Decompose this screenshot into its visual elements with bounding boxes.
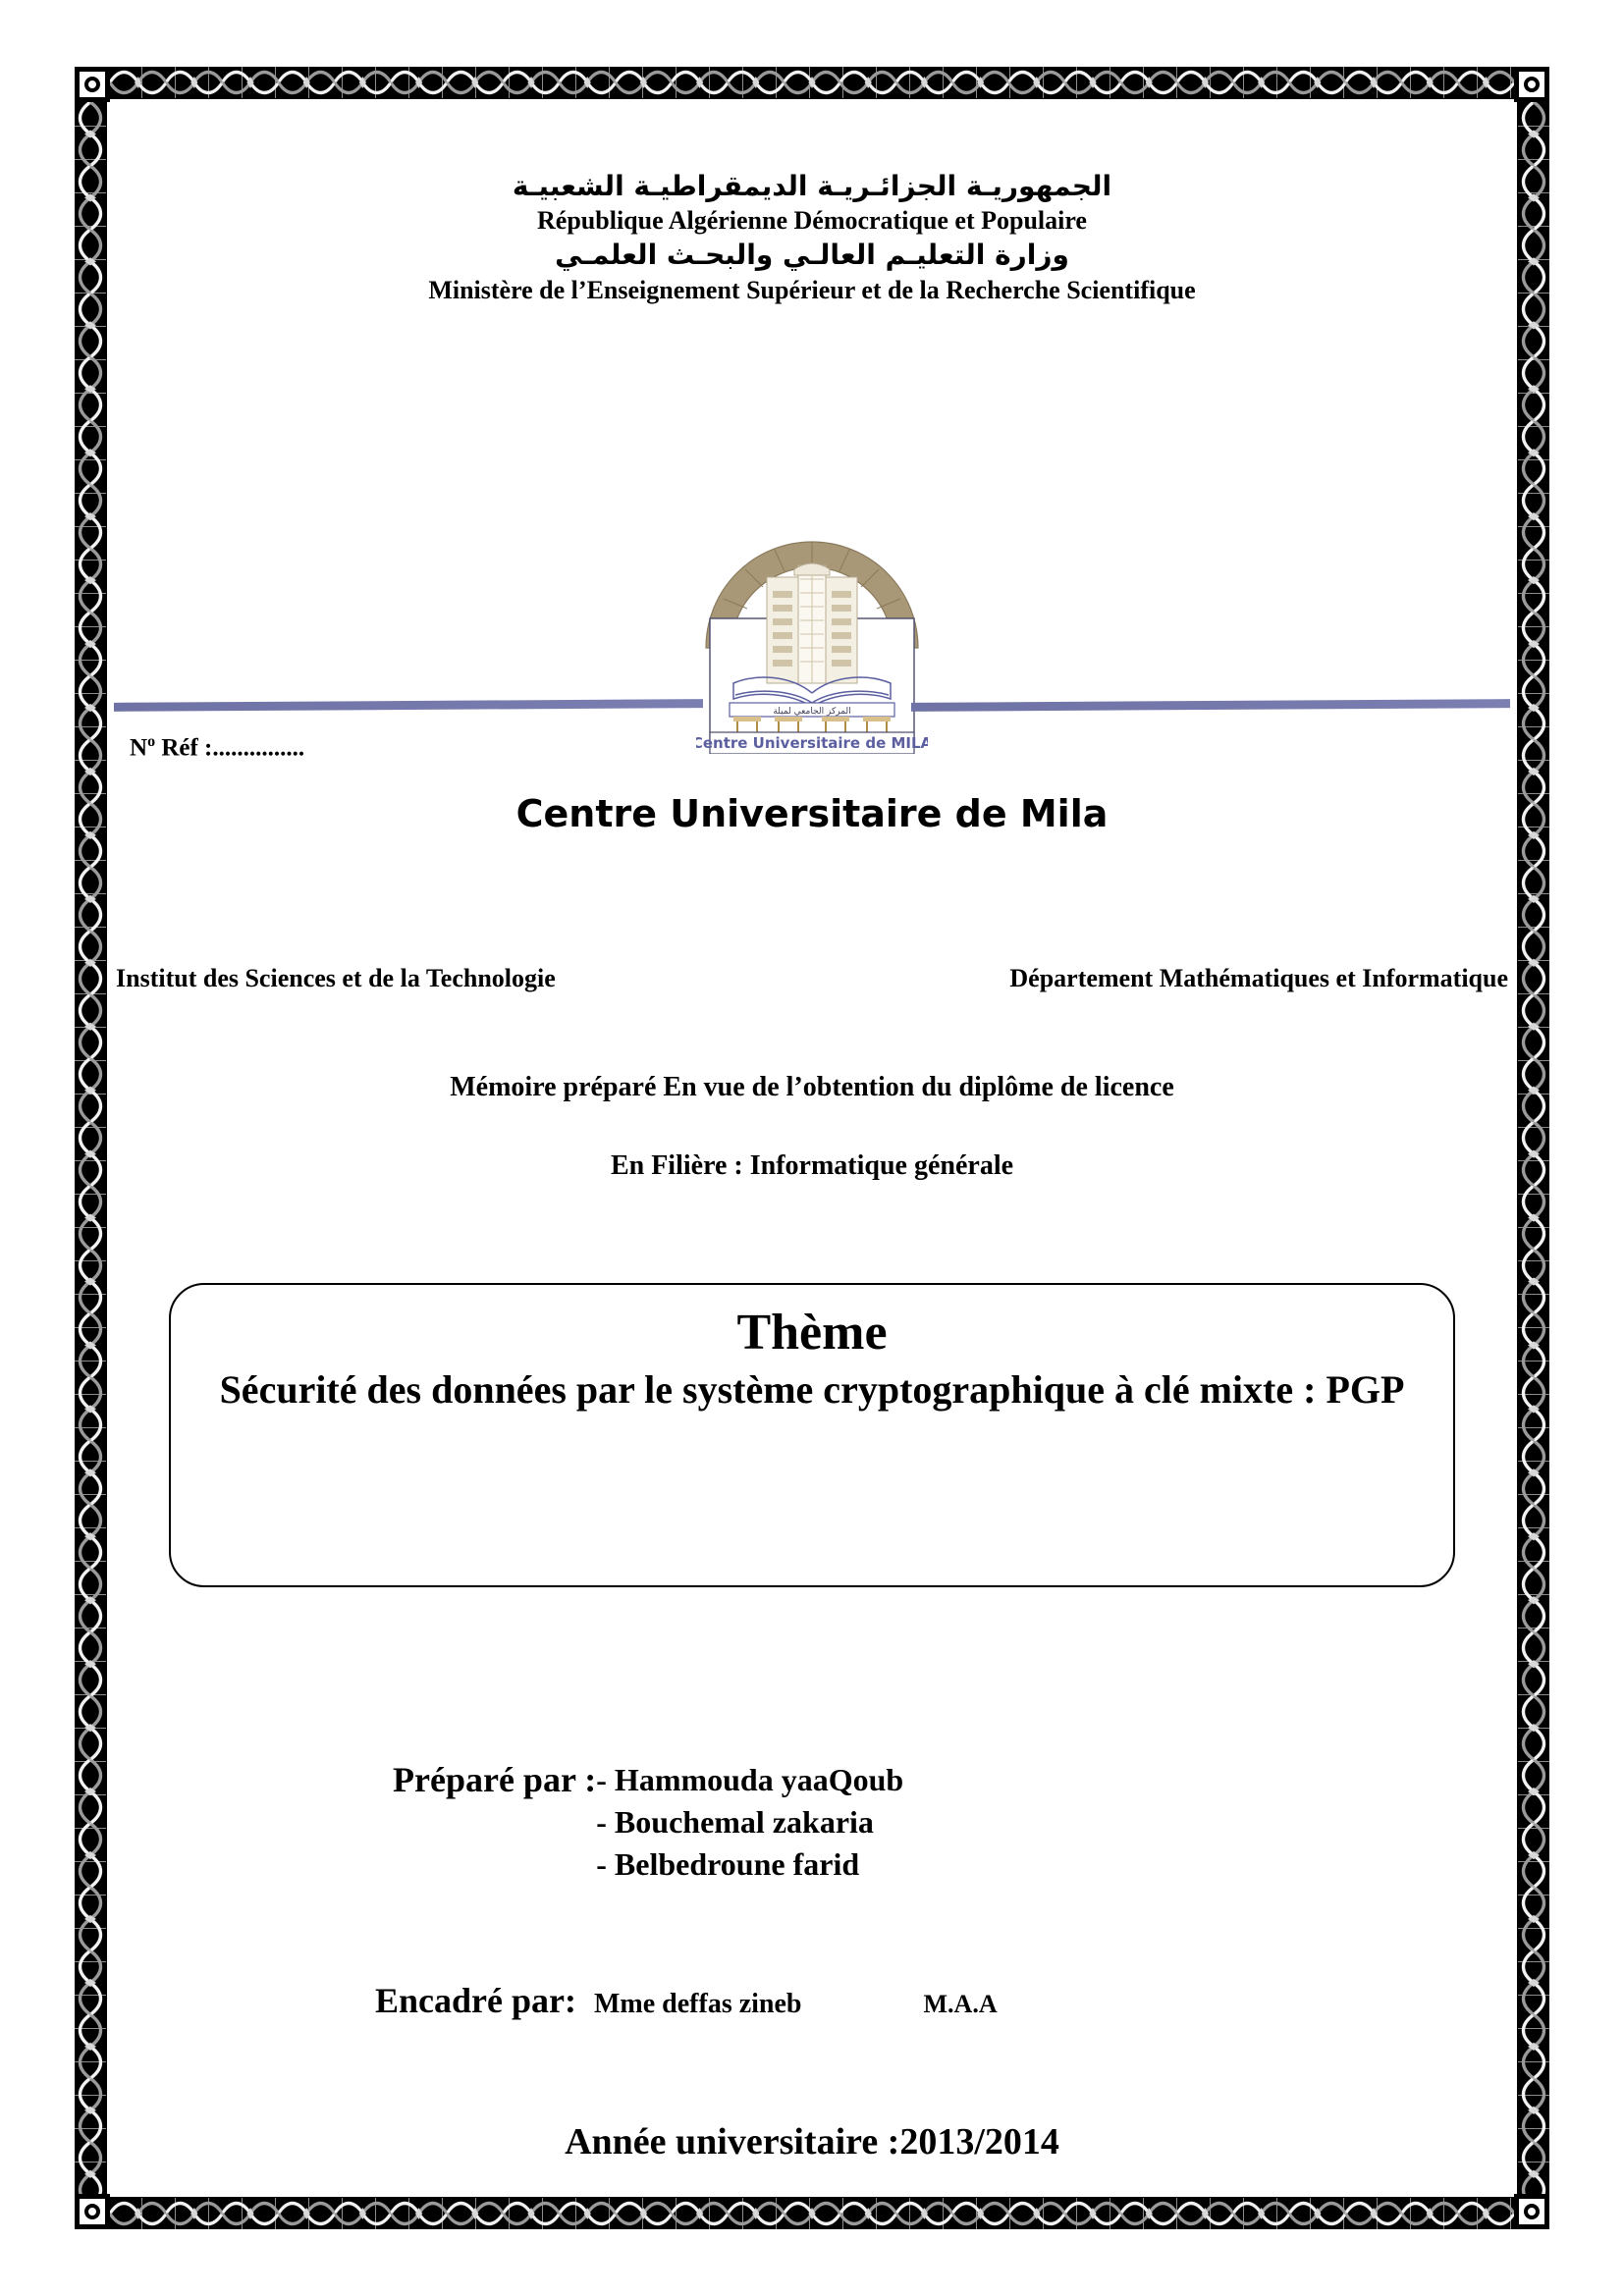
page-content: [108, 100, 1516, 2196]
authors-label: Préparé par :: [393, 1760, 597, 1799]
ring-icon: [1524, 77, 1540, 92]
border-strip-top: [110, 67, 1514, 98]
divider-rule-right: [911, 699, 1510, 712]
braid-pattern-icon: [110, 67, 1514, 98]
page-title: Centre Universitaire de Mila: [515, 792, 1109, 835]
authors-section: [393, 1759, 903, 1887]
header-line-arabic-republic: الجمهوريـة الجزائـريـة الديمقراطيـة الشعبيـة: [512, 170, 1112, 202]
ring-icon: [84, 77, 100, 92]
theme-box: [169, 1283, 1455, 1587]
affiliation-row: [108, 964, 1516, 993]
corner-medallion-bottom-right: [1514, 2194, 1549, 2229]
logo-caption-text: Centre Universitaire de MILA: [696, 734, 928, 752]
authors-list: [596, 1759, 903, 1887]
institute-name: Institut des Sciences et de la Technologie: [116, 964, 556, 992]
author-name: - Belbedroune farid: [596, 1846, 860, 1883]
ring-box: [78, 70, 107, 99]
border-strip-bottom: [110, 2198, 1514, 2229]
braid-pattern-icon: [1518, 102, 1549, 2194]
theme-label: Thème: [736, 1305, 888, 1361]
ring-icon: [1524, 2204, 1540, 2219]
header-line-french-ministry: Ministère de l’Enseignement Supérieur et de la Recherche Scientifique: [428, 275, 1196, 304]
reference-value: Réf :...............: [155, 734, 305, 762]
ring-box: [1517, 70, 1546, 99]
border-strip-right: [1518, 102, 1549, 2194]
ring-box: [1517, 2197, 1546, 2226]
ring-box: [78, 2197, 107, 2226]
corner-medallion-top-left: [75, 67, 110, 102]
corner-medallion-top-right: [1514, 67, 1549, 102]
field-of-study: En Filière : Informatique générale: [610, 1150, 1014, 1181]
author-name: - Bouchemal zakaria: [596, 1804, 874, 1841]
header-line-french-republic: République Algérienne Démocratique et Populaire: [537, 206, 1087, 236]
supervisor-name: Mme deffas zineb: [593, 1989, 802, 2019]
reference-number: [130, 733, 304, 762]
ministry-header: [108, 100, 1516, 306]
theme-title: Sécurité des données par le système cryptographique à clé mixte : PGP: [219, 1367, 1405, 1412]
reference-superscript: o: [147, 733, 156, 750]
author-name: - Hammouda yaaQoub: [596, 1762, 904, 1797]
divider-rule-left: [114, 699, 703, 712]
braid-pattern-icon: [75, 102, 106, 2194]
department-name: Département Mathématiques et Informatique: [1009, 964, 1508, 992]
braid-pattern-icon: [110, 2198, 1514, 2229]
university-logo: [696, 501, 928, 754]
corner-medallion-bottom-left: [75, 2194, 110, 2229]
academic-year: Année universitaire :2013/2014: [565, 2121, 1059, 2163]
supervisor-grade: M.A.A: [923, 1990, 998, 2018]
logo-graphic-icon: [696, 501, 928, 754]
ring-icon: [84, 2204, 100, 2219]
border-strip-left: [75, 102, 106, 2194]
header-line-arabic-ministry: وزارة التعليـم العالـي والبحـث العلمـي: [555, 239, 1069, 272]
supervisor-label: Encadré par:: [375, 1981, 576, 2020]
supervisor-section: [375, 1980, 998, 2021]
reference-label: N: [130, 734, 148, 762]
degree-statement: Mémoire préparé En vue de l’obtention du diplôme de licence: [450, 1072, 1174, 1102]
logo-arabic-caption: المركز الجامعي لميلة: [773, 707, 851, 717]
